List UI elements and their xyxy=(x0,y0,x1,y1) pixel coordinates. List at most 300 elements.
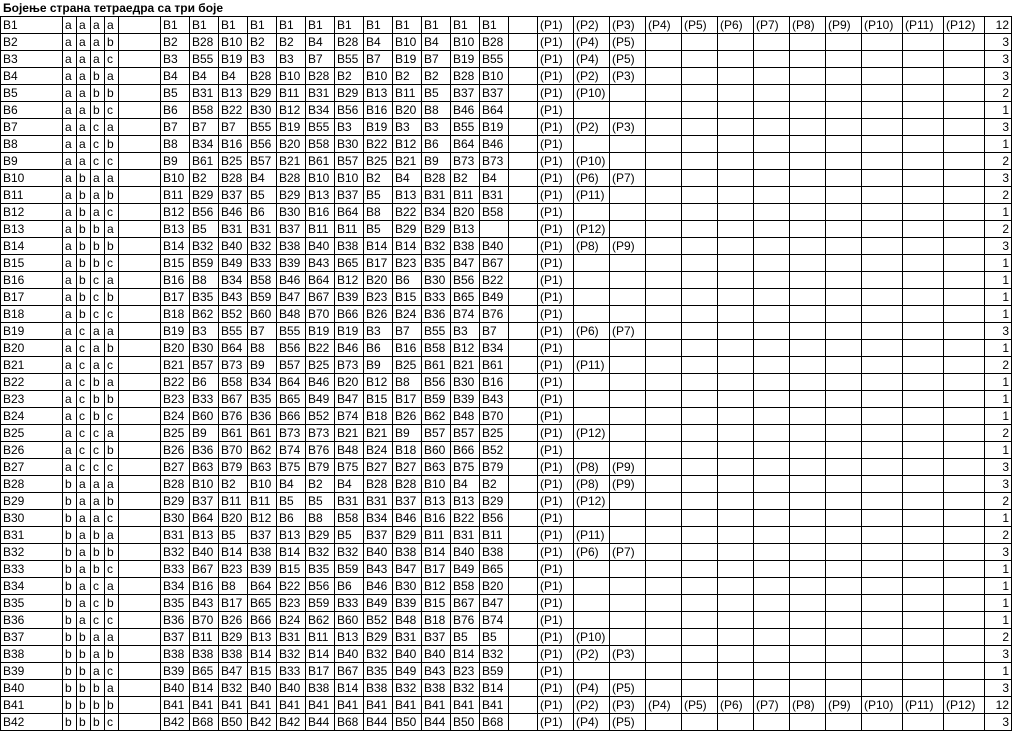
pattern-cell[interactable]: c xyxy=(91,306,105,323)
b-value-cell[interactable]: B46 xyxy=(451,102,480,119)
p-value-cell[interactable] xyxy=(862,323,903,340)
p-value-cell[interactable]: (P7) xyxy=(610,544,646,561)
p-value-cell[interactable] xyxy=(682,238,718,255)
empty-cell[interactable] xyxy=(119,34,161,51)
b-value-cell[interactable]: B30 xyxy=(393,578,422,595)
p-value-cell[interactable]: (P5) xyxy=(682,17,718,34)
row-id-cell[interactable]: B37 xyxy=(1,629,63,646)
row-id-cell[interactable]: B22 xyxy=(1,374,63,391)
b-value-cell[interactable]: B27 xyxy=(393,459,422,476)
p-value-cell[interactable] xyxy=(646,85,682,102)
p-value-cell[interactable] xyxy=(718,442,754,459)
b-value-cell[interactable]: B61 xyxy=(422,357,451,374)
p-value-cell[interactable] xyxy=(574,374,610,391)
pattern-cell[interactable]: b xyxy=(77,289,91,306)
b-value-cell[interactable]: B65 xyxy=(277,391,306,408)
pattern-cell[interactable]: a xyxy=(91,323,105,340)
b-value-cell[interactable]: B28 xyxy=(422,170,451,187)
p-value-cell[interactable] xyxy=(682,391,718,408)
pattern-cell[interactable]: a xyxy=(63,459,77,476)
p-value-cell[interactable] xyxy=(682,629,718,646)
p-value-cell[interactable] xyxy=(826,510,862,527)
p-value-cell[interactable]: (P11) xyxy=(574,357,610,374)
count-cell[interactable]: 1 xyxy=(985,663,1012,680)
b-value-cell[interactable]: B3 xyxy=(364,323,393,340)
p-value-cell[interactable] xyxy=(646,408,682,425)
b-value-cell[interactable]: B11 xyxy=(248,493,277,510)
b-value-cell[interactable]: B34 xyxy=(248,374,277,391)
b-value-cell[interactable]: B66 xyxy=(451,442,480,459)
p-value-cell[interactable] xyxy=(610,595,646,612)
b-value-cell[interactable]: B14 xyxy=(480,680,509,697)
p-value-cell[interactable] xyxy=(790,119,826,136)
b-value-cell[interactable]: B10 xyxy=(451,34,480,51)
b-value-cell[interactable]: B4 xyxy=(393,170,422,187)
p-value-cell[interactable] xyxy=(862,204,903,221)
b-value-cell[interactable]: B1 xyxy=(480,17,509,34)
b-value-cell[interactable]: B52 xyxy=(219,306,248,323)
b-value-cell[interactable]: B10 xyxy=(190,476,219,493)
pattern-cell[interactable]: a xyxy=(77,527,91,544)
b-value-cell[interactable]: B30 xyxy=(451,374,480,391)
p-value-cell[interactable] xyxy=(903,493,944,510)
b-value-cell[interactable]: B42 xyxy=(277,714,306,731)
p-value-cell[interactable] xyxy=(610,136,646,153)
b-value-cell[interactable]: B1 xyxy=(277,17,306,34)
empty-cell[interactable] xyxy=(509,255,538,272)
pattern-cell[interactable]: c xyxy=(91,119,105,136)
b-value-cell[interactable]: B30 xyxy=(248,102,277,119)
pattern-cell[interactable]: b xyxy=(105,493,119,510)
pattern-cell[interactable]: b xyxy=(91,68,105,85)
p-value-cell[interactable] xyxy=(610,561,646,578)
count-cell[interactable]: 2 xyxy=(985,629,1012,646)
b-value-cell[interactable]: B22 xyxy=(364,136,393,153)
b-value-cell[interactable]: B13 xyxy=(248,629,277,646)
p-value-cell[interactable] xyxy=(718,680,754,697)
b-value-cell[interactable]: B32 xyxy=(393,680,422,697)
p-value-cell[interactable] xyxy=(682,510,718,527)
p-value-cell[interactable] xyxy=(718,510,754,527)
b-value-cell[interactable]: B37 xyxy=(190,493,219,510)
p-value-cell[interactable] xyxy=(718,272,754,289)
b-value-cell[interactable]: B2 xyxy=(335,68,364,85)
b-value-cell[interactable]: B49 xyxy=(364,595,393,612)
b-value-cell[interactable]: B18 xyxy=(393,442,422,459)
pattern-cell[interactable]: c xyxy=(105,612,119,629)
b-value-cell[interactable]: B55 xyxy=(277,323,306,340)
pattern-cell[interactable]: b xyxy=(77,187,91,204)
p-value-cell[interactable] xyxy=(682,85,718,102)
p-value-cell[interactable] xyxy=(754,306,790,323)
b-value-cell[interactable]: B25 xyxy=(364,153,393,170)
b-value-cell[interactable]: B60 xyxy=(248,306,277,323)
p-value-cell[interactable] xyxy=(903,561,944,578)
b-value-cell[interactable]: B7 xyxy=(248,323,277,340)
p-value-cell[interactable] xyxy=(718,544,754,561)
pattern-cell[interactable]: a xyxy=(77,68,91,85)
pattern-cell[interactable]: a xyxy=(91,204,105,221)
b-value-cell[interactable]: B13 xyxy=(277,527,306,544)
b-value-cell[interactable]: B68 xyxy=(335,714,364,731)
empty-cell[interactable] xyxy=(119,221,161,238)
b-value-cell[interactable]: B61 xyxy=(480,357,509,374)
b-value-cell[interactable]: B5 xyxy=(364,221,393,238)
row-id-cell[interactable]: B16 xyxy=(1,272,63,289)
b-value-cell[interactable]: B8 xyxy=(161,136,190,153)
b-value-cell[interactable]: B8 xyxy=(219,578,248,595)
pattern-cell[interactable]: b xyxy=(105,187,119,204)
p-value-cell[interactable] xyxy=(646,714,682,731)
p-value-cell[interactable] xyxy=(790,340,826,357)
p-value-cell[interactable]: (P8) xyxy=(574,476,610,493)
b-value-cell[interactable]: B43 xyxy=(219,289,248,306)
p-value-cell[interactable] xyxy=(903,119,944,136)
b-value-cell[interactable]: B3 xyxy=(190,323,219,340)
b-value-cell[interactable]: B46 xyxy=(480,136,509,153)
b-value-cell[interactable]: B31 xyxy=(393,629,422,646)
count-cell[interactable]: 1 xyxy=(985,306,1012,323)
b-value-cell[interactable]: B22 xyxy=(161,374,190,391)
b-value-cell[interactable]: B25 xyxy=(161,425,190,442)
b-value-cell[interactable]: B20 xyxy=(480,578,509,595)
empty-cell[interactable] xyxy=(119,68,161,85)
b-value-cell[interactable]: B55 xyxy=(190,51,219,68)
p-value-cell[interactable]: (P1) xyxy=(538,221,574,238)
p-value-cell[interactable] xyxy=(826,561,862,578)
b-value-cell[interactable]: B47 xyxy=(451,255,480,272)
p-value-cell[interactable] xyxy=(682,272,718,289)
p-value-cell[interactable] xyxy=(574,408,610,425)
b-value-cell[interactable]: B11 xyxy=(219,493,248,510)
b-value-cell[interactable]: B29 xyxy=(335,85,364,102)
b-value-cell[interactable]: B11 xyxy=(277,85,306,102)
p-value-cell[interactable] xyxy=(944,85,985,102)
count-cell[interactable]: 2 xyxy=(985,357,1012,374)
b-value-cell[interactable]: B43 xyxy=(306,255,335,272)
pattern-cell[interactable]: a xyxy=(105,323,119,340)
b-value-cell[interactable]: B5 xyxy=(422,85,451,102)
p-value-cell[interactable] xyxy=(862,391,903,408)
pattern-cell[interactable]: a xyxy=(77,102,91,119)
p-value-cell[interactable] xyxy=(944,255,985,272)
p-value-cell[interactable] xyxy=(754,221,790,238)
row-id-cell[interactable]: B24 xyxy=(1,408,63,425)
b-value-cell[interactable]: B14 xyxy=(306,646,335,663)
b-value-cell[interactable]: B49 xyxy=(219,255,248,272)
p-value-cell[interactable]: (P12) xyxy=(574,221,610,238)
b-value-cell[interactable]: B56 xyxy=(306,578,335,595)
b-value-cell[interactable]: B61 xyxy=(219,425,248,442)
b-value-cell[interactable]: B56 xyxy=(451,272,480,289)
b-value-cell[interactable]: B17 xyxy=(306,663,335,680)
pattern-cell[interactable]: a xyxy=(91,340,105,357)
count-cell[interactable]: 3 xyxy=(985,119,1012,136)
b-value-cell[interactable]: B4 xyxy=(335,476,364,493)
empty-cell[interactable] xyxy=(509,102,538,119)
row-id-cell[interactable]: B40 xyxy=(1,680,63,697)
b-value-cell[interactable]: B27 xyxy=(161,459,190,476)
b-value-cell[interactable]: B12 xyxy=(277,102,306,119)
b-value-cell[interactable]: B52 xyxy=(306,408,335,425)
pattern-cell[interactable]: c xyxy=(91,289,105,306)
p-value-cell[interactable]: (P10) xyxy=(862,17,903,34)
b-value-cell[interactable]: B73 xyxy=(451,153,480,170)
p-value-cell[interactable]: (P2) xyxy=(574,119,610,136)
pattern-cell[interactable]: a xyxy=(91,663,105,680)
b-value-cell[interactable]: B2 xyxy=(306,476,335,493)
count-cell[interactable]: 1 xyxy=(985,391,1012,408)
p-value-cell[interactable] xyxy=(790,544,826,561)
b-value-cell[interactable]: B4 xyxy=(451,476,480,493)
count-cell[interactable]: 3 xyxy=(985,170,1012,187)
p-value-cell[interactable]: (P2) xyxy=(574,697,610,714)
b-value-cell[interactable]: B13 xyxy=(393,187,422,204)
p-value-cell[interactable] xyxy=(646,119,682,136)
b-value-cell[interactable]: B41 xyxy=(393,697,422,714)
b-value-cell[interactable]: B67 xyxy=(451,595,480,612)
p-value-cell[interactable]: (P6) xyxy=(574,323,610,340)
p-value-cell[interactable] xyxy=(862,34,903,51)
pattern-cell[interactable]: a xyxy=(91,629,105,646)
p-value-cell[interactable] xyxy=(944,187,985,204)
empty-cell[interactable] xyxy=(509,17,538,34)
row-id-cell[interactable]: B7 xyxy=(1,119,63,136)
p-value-cell[interactable] xyxy=(826,646,862,663)
p-value-cell[interactable] xyxy=(790,680,826,697)
pattern-cell[interactable]: b xyxy=(105,646,119,663)
p-value-cell[interactable]: (P9) xyxy=(610,459,646,476)
b-value-cell[interactable]: B15 xyxy=(422,595,451,612)
b-value-cell[interactable]: B62 xyxy=(306,612,335,629)
pattern-cell[interactable]: b xyxy=(77,697,91,714)
empty-cell[interactable] xyxy=(509,629,538,646)
b-value-cell[interactable]: B43 xyxy=(190,595,219,612)
b-value-cell[interactable]: B60 xyxy=(190,408,219,425)
b-value-cell[interactable]: B18 xyxy=(422,612,451,629)
b-value-cell[interactable]: B39 xyxy=(248,561,277,578)
p-value-cell[interactable]: (P12) xyxy=(574,425,610,442)
b-value-cell[interactable]: B1 xyxy=(393,17,422,34)
b-value-cell[interactable]: B6 xyxy=(335,578,364,595)
b-value-cell[interactable]: B19 xyxy=(364,119,393,136)
p-value-cell[interactable] xyxy=(682,68,718,85)
b-value-cell[interactable]: B17 xyxy=(364,255,393,272)
p-value-cell[interactable] xyxy=(903,544,944,561)
pattern-cell[interactable]: a xyxy=(91,476,105,493)
b-value-cell[interactable]: B3 xyxy=(161,51,190,68)
b-value-cell[interactable]: B63 xyxy=(190,459,219,476)
empty-cell[interactable] xyxy=(119,442,161,459)
b-value-cell[interactable]: B50 xyxy=(451,714,480,731)
p-value-cell[interactable]: (P1) xyxy=(538,51,574,68)
b-value-cell[interactable]: B58 xyxy=(219,374,248,391)
b-value-cell[interactable]: B12 xyxy=(422,578,451,595)
b-value-cell[interactable]: B33 xyxy=(335,595,364,612)
b-value-cell[interactable]: B2 xyxy=(480,476,509,493)
p-value-cell[interactable] xyxy=(682,476,718,493)
empty-cell[interactable] xyxy=(119,153,161,170)
b-value-cell[interactable]: B59 xyxy=(335,561,364,578)
p-value-cell[interactable]: (P4) xyxy=(574,680,610,697)
p-value-cell[interactable] xyxy=(574,578,610,595)
b-value-cell[interactable]: B2 xyxy=(219,476,248,493)
empty-cell[interactable] xyxy=(119,714,161,731)
p-value-cell[interactable] xyxy=(944,340,985,357)
b-value-cell[interactable]: B20 xyxy=(393,102,422,119)
b-value-cell[interactable]: B59 xyxy=(190,255,219,272)
pattern-cell[interactable]: c xyxy=(105,306,119,323)
b-value-cell[interactable]: B57 xyxy=(190,357,219,374)
pattern-cell[interactable]: c xyxy=(105,510,119,527)
p-value-cell[interactable] xyxy=(610,408,646,425)
b-value-cell[interactable]: B47 xyxy=(480,595,509,612)
b-value-cell[interactable]: B28 xyxy=(248,68,277,85)
b-value-cell[interactable]: B24 xyxy=(393,306,422,323)
p-value-cell[interactable] xyxy=(903,629,944,646)
b-value-cell[interactable]: B39 xyxy=(277,255,306,272)
row-id-cell[interactable]: B28 xyxy=(1,476,63,493)
b-value-cell[interactable]: B41 xyxy=(277,697,306,714)
b-value-cell[interactable]: B34 xyxy=(364,510,393,527)
p-value-cell[interactable]: (P1) xyxy=(538,85,574,102)
b-value-cell[interactable]: B19 xyxy=(335,323,364,340)
b-value-cell[interactable]: B34 xyxy=(219,272,248,289)
b-value-cell[interactable]: B42 xyxy=(161,714,190,731)
p-value-cell[interactable] xyxy=(790,170,826,187)
p-value-cell[interactable] xyxy=(754,646,790,663)
pattern-cell[interactable]: a xyxy=(105,221,119,238)
pattern-cell[interactable]: a xyxy=(105,374,119,391)
p-value-cell[interactable] xyxy=(646,595,682,612)
b-value-cell[interactable]: B36 xyxy=(161,612,190,629)
b-value-cell[interactable]: B37 xyxy=(219,187,248,204)
b-value-cell[interactable]: B24 xyxy=(364,442,393,459)
p-value-cell[interactable] xyxy=(718,527,754,544)
b-value-cell[interactable]: B31 xyxy=(306,85,335,102)
p-value-cell[interactable] xyxy=(610,357,646,374)
p-value-cell[interactable] xyxy=(790,510,826,527)
b-value-cell[interactable]: B17 xyxy=(422,561,451,578)
b-value-cell[interactable]: B46 xyxy=(306,374,335,391)
b-value-cell[interactable]: B12 xyxy=(451,340,480,357)
empty-cell[interactable] xyxy=(119,102,161,119)
p-value-cell[interactable] xyxy=(826,476,862,493)
b-value-cell[interactable]: B1 xyxy=(451,17,480,34)
count-cell[interactable]: 1 xyxy=(985,510,1012,527)
empty-cell[interactable] xyxy=(509,408,538,425)
count-cell[interactable]: 1 xyxy=(985,204,1012,221)
pattern-cell[interactable]: a xyxy=(63,119,77,136)
b-value-cell[interactable]: B1 xyxy=(422,17,451,34)
b-value-cell[interactable]: B2 xyxy=(364,170,393,187)
b-value-cell[interactable]: B20 xyxy=(451,204,480,221)
p-value-cell[interactable]: (P11) xyxy=(574,527,610,544)
p-value-cell[interactable] xyxy=(610,255,646,272)
p-value-cell[interactable] xyxy=(682,459,718,476)
empty-cell[interactable] xyxy=(509,306,538,323)
b-value-cell[interactable]: B64 xyxy=(335,204,364,221)
b-value-cell[interactable]: B10 xyxy=(364,68,393,85)
b-value-cell[interactable]: B14 xyxy=(422,544,451,561)
pattern-cell[interactable]: a xyxy=(77,476,91,493)
p-value-cell[interactable] xyxy=(944,306,985,323)
p-value-cell[interactable] xyxy=(790,425,826,442)
b-value-cell[interactable]: B10 xyxy=(277,68,306,85)
pattern-cell[interactable]: a xyxy=(105,425,119,442)
b-value-cell[interactable]: B21 xyxy=(335,425,364,442)
b-value-cell[interactable]: B5 xyxy=(277,493,306,510)
p-value-cell[interactable] xyxy=(944,442,985,459)
empty-cell[interactable] xyxy=(119,170,161,187)
b-value-cell[interactable]: B11 xyxy=(161,187,190,204)
b-value-cell[interactable]: B2 xyxy=(451,170,480,187)
p-value-cell[interactable] xyxy=(646,289,682,306)
b-value-cell[interactable]: B14 xyxy=(393,238,422,255)
p-value-cell[interactable] xyxy=(790,493,826,510)
count-cell[interactable]: 1 xyxy=(985,612,1012,629)
b-value-cell[interactable]: B6 xyxy=(393,272,422,289)
p-value-cell[interactable]: (P3) xyxy=(610,697,646,714)
b-value-cell[interactable]: B28 xyxy=(335,34,364,51)
p-value-cell[interactable] xyxy=(826,306,862,323)
p-value-cell[interactable]: (P6) xyxy=(718,17,754,34)
empty-cell[interactable] xyxy=(509,187,538,204)
p-value-cell[interactable]: (P1) xyxy=(538,629,574,646)
pattern-cell[interactable]: b xyxy=(77,204,91,221)
b-value-cell[interactable]: B7 xyxy=(480,323,509,340)
b-value-cell[interactable]: B68 xyxy=(190,714,219,731)
b-value-cell[interactable]: B57 xyxy=(248,153,277,170)
p-value-cell[interactable] xyxy=(646,306,682,323)
p-value-cell[interactable]: (P7) xyxy=(610,323,646,340)
pattern-cell[interactable]: a xyxy=(105,119,119,136)
pattern-cell[interactable]: a xyxy=(63,136,77,153)
p-value-cell[interactable] xyxy=(646,425,682,442)
b-value-cell[interactable]: B29 xyxy=(306,527,335,544)
p-value-cell[interactable] xyxy=(862,357,903,374)
b-value-cell[interactable]: B41 xyxy=(422,697,451,714)
row-id-cell[interactable]: B33 xyxy=(1,561,63,578)
b-value-cell[interactable]: B34 xyxy=(190,136,219,153)
row-id-cell[interactable]: B10 xyxy=(1,170,63,187)
p-value-cell[interactable] xyxy=(718,136,754,153)
b-value-cell[interactable]: B22 xyxy=(451,510,480,527)
b-value-cell[interactable]: B23 xyxy=(277,595,306,612)
count-cell[interactable]: 3 xyxy=(985,68,1012,85)
row-id-cell[interactable]: B39 xyxy=(1,663,63,680)
p-value-cell[interactable]: (P1) xyxy=(538,204,574,221)
p-value-cell[interactable] xyxy=(574,391,610,408)
b-value-cell[interactable]: B67 xyxy=(335,663,364,680)
p-value-cell[interactable] xyxy=(718,340,754,357)
pattern-cell[interactable]: c xyxy=(77,442,91,459)
p-value-cell[interactable] xyxy=(718,493,754,510)
p-value-cell[interactable] xyxy=(862,527,903,544)
p-value-cell[interactable] xyxy=(903,306,944,323)
b-value-cell[interactable]: B6 xyxy=(161,102,190,119)
p-value-cell[interactable] xyxy=(646,153,682,170)
b-value-cell[interactable]: B66 xyxy=(335,306,364,323)
p-value-cell[interactable] xyxy=(610,442,646,459)
p-value-cell[interactable] xyxy=(944,68,985,85)
b-value-cell[interactable]: B19 xyxy=(306,323,335,340)
p-value-cell[interactable] xyxy=(754,289,790,306)
b-value-cell[interactable]: B64 xyxy=(248,578,277,595)
row-id-cell[interactable]: B9 xyxy=(1,153,63,170)
p-value-cell[interactable] xyxy=(682,663,718,680)
p-value-cell[interactable] xyxy=(790,187,826,204)
